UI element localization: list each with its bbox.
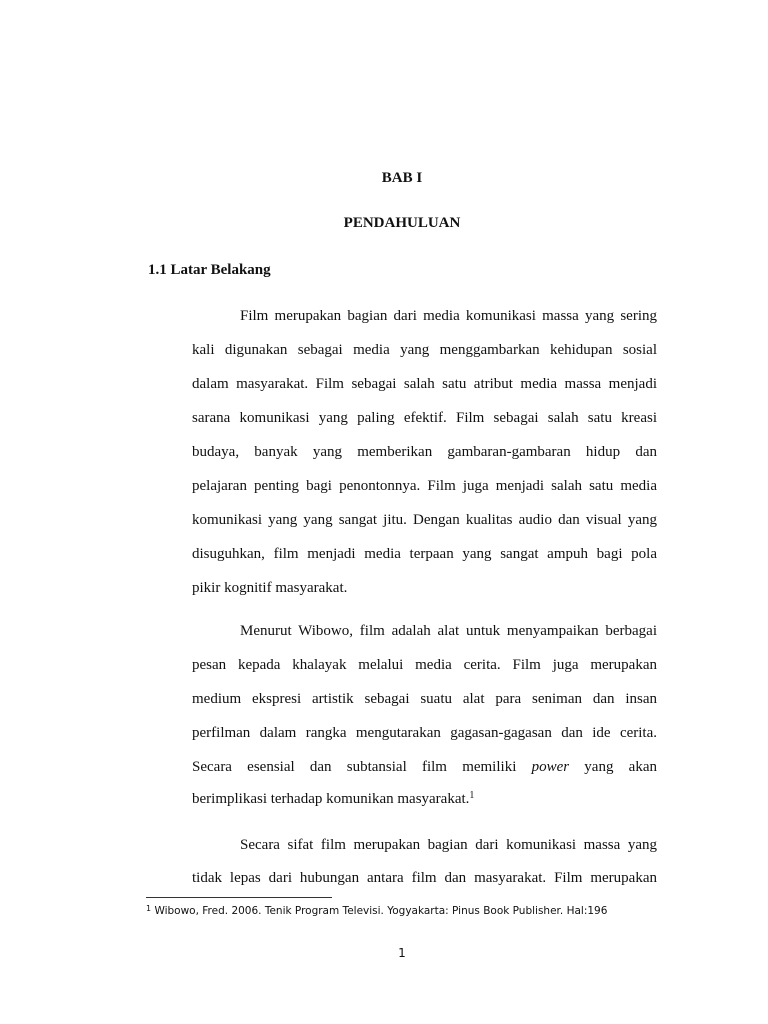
paragraph-line: perfilman dalam rangka mengutarakan gagasan-gagasan dan ide cerita.: [192, 725, 657, 741]
paragraph-line: Film merupakan bagian dari media komunikasi massa yang sering: [240, 308, 657, 324]
line-text: Secara esensial dan subtansial film memiliki: [192, 759, 517, 775]
footnote-text: Wibowo, Fred. 2006. Tenik Program Televisi. Yogyakarta: Pinus Book Publisher. Hal:196: [154, 905, 608, 917]
paragraph-line: sarana komunikasi yang paling efektif. Film sebagai salah satu kreasi: [192, 410, 657, 426]
footnote-reference[interactable]: 1: [469, 790, 475, 801]
paragraph-line: dalam masyarakat. Film sebagai salah satu atribut media massa menjadi: [192, 376, 657, 392]
paragraph-line: budaya, banyak yang memberikan gambaran-gambaran hidup dan: [192, 444, 657, 460]
paragraph-line: tidak lepas dari hubungan antara film dan masyarakat. Film merupakan: [192, 870, 657, 886]
paragraph-line: [192, 757, 657, 777]
paragraph-line: Secara sifat film merupakan bagian dari komunikasi massa yang: [240, 837, 657, 853]
paragraph-line: pelajaran penting bagi penontonnya. Film juga menjadi salah satu media: [192, 478, 657, 494]
paragraph-line: Menurut Wibowo, film adalah alat untuk menyampaikan berbagai: [240, 623, 657, 639]
chapter-title: PENDAHULUAN: [343, 215, 461, 231]
line-text: yang akan: [584, 759, 657, 775]
paragraph-line: komunikasi yang yang sangat jitu. Dengan kualitas audio dan visual yang: [192, 512, 657, 528]
italic-term: power: [531, 759, 570, 775]
footnote-separator: [146, 897, 332, 898]
paragraph-line: medium ekspresi artistik sebagai suatu alat para seniman dan insan: [192, 691, 657, 707]
page-number: 1: [398, 946, 406, 960]
line-text: berimplikasi terhadap komunikan masyarakat.: [192, 791, 470, 807]
section-heading: 1.1 Latar Belakang: [148, 262, 271, 278]
paragraph-line: pikir kognitif masyarakat.: [192, 580, 348, 596]
paragraph-line: [192, 789, 657, 811]
paragraph-line: pesan kepada khalayak melalui media cerita. Film juga merupakan: [192, 657, 657, 673]
footnote: [146, 905, 607, 917]
paragraph-line: disuguhkan, film menjadi media terpaan yang sangat ampuh bagi pola: [192, 546, 657, 562]
chapter-heading: BAB I: [381, 170, 423, 186]
paragraph-line: kali digunakan sebagai media yang menggambarkan kehidupan sosial: [192, 342, 657, 358]
footnote-marker: 1: [146, 904, 152, 913]
